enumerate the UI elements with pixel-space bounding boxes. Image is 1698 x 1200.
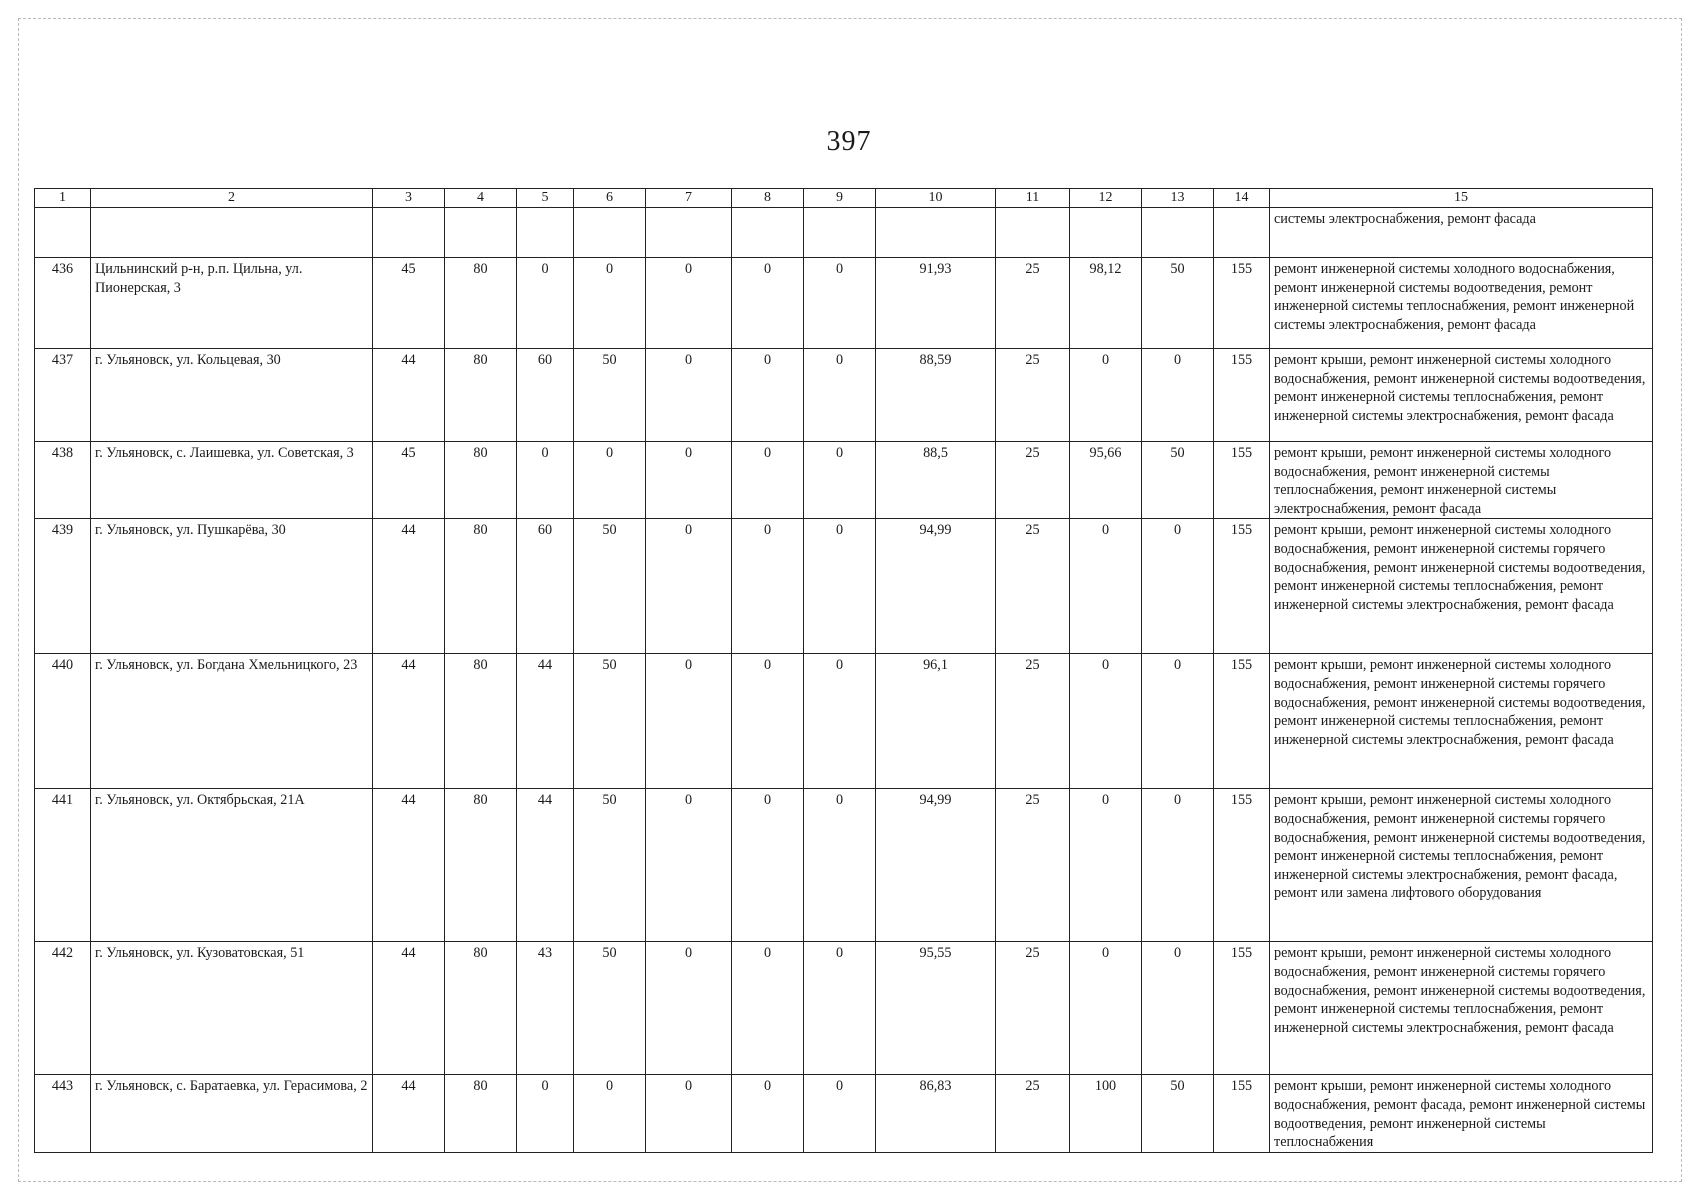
value-cell: 0 (1142, 654, 1214, 789)
value-cell: 0 (804, 442, 876, 519)
row-number: 440 (35, 654, 91, 789)
value-cell: 96,1 (876, 654, 996, 789)
value-cell: 0 (804, 1075, 876, 1152)
value-cell: 0 (1070, 519, 1142, 654)
value-cell: 0 (517, 1075, 574, 1152)
value-cell: 88,59 (876, 349, 996, 442)
page-number: 397 (826, 126, 872, 157)
works-cell: ремонт крыши, ремонт инженерной системы холодного водоснабжения, ремонт инженерной системы горячего водоснабжения, ремонт инженерной системы водоотведения, ремонт инженерной системы теплоснабжения, ремонт инженерной системы электроснабжения, ремонт фасада (1270, 942, 1653, 1075)
column-header: 15 (1270, 189, 1653, 208)
value-cell: 0 (732, 789, 804, 942)
value-cell: 0 (646, 442, 732, 519)
value-cell: 80 (445, 258, 517, 349)
value-cell: 43 (517, 942, 574, 1075)
value-cell: 50 (574, 349, 646, 442)
value-cell: 0 (732, 258, 804, 349)
value-cell: 80 (445, 654, 517, 789)
table-cell (646, 208, 732, 258)
value-cell: 80 (445, 519, 517, 654)
value-cell: 0 (517, 258, 574, 349)
value-cell: 25 (996, 1075, 1070, 1152)
value-cell: 0 (646, 654, 732, 789)
row-number: 439 (35, 519, 91, 654)
value-cell: 80 (445, 442, 517, 519)
table-row (35, 654, 1653, 789)
column-header: 11 (996, 189, 1070, 208)
column-header: 8 (732, 189, 804, 208)
value-cell: 0 (517, 442, 574, 519)
value-cell: 0 (1142, 349, 1214, 442)
value-cell: 155 (1214, 349, 1270, 442)
value-cell: 80 (445, 789, 517, 942)
value-cell: 0 (646, 349, 732, 442)
value-cell: 0 (732, 654, 804, 789)
value-cell: 98,12 (1070, 258, 1142, 349)
value-cell: 0 (804, 789, 876, 942)
column-header: 4 (445, 189, 517, 208)
value-cell: 0 (732, 349, 804, 442)
value-cell: 0 (1070, 789, 1142, 942)
table-row (35, 258, 1653, 349)
value-cell: 50 (574, 654, 646, 789)
value-cell: 155 (1214, 789, 1270, 942)
table-cell (1214, 208, 1270, 258)
value-cell: 0 (574, 258, 646, 349)
value-cell: 60 (517, 349, 574, 442)
address-cell: г. Ульяновск, ул. Октябрьская, 21А (91, 789, 373, 942)
continuation-row (35, 208, 1653, 258)
value-cell: 95,66 (1070, 442, 1142, 519)
row-number: 436 (35, 258, 91, 349)
table-cell (35, 208, 91, 258)
value-cell: 0 (732, 519, 804, 654)
works-cell: ремонт крыши, ремонт инженерной системы холодного водоснабжения, ремонт инженерной системы водоотведения, ремонт инженерной системы теплоснабжения, ремонт инженерной системы электроснабжения, ремонт фасада (1270, 349, 1653, 442)
value-cell: 0 (1070, 942, 1142, 1075)
value-cell: 0 (646, 258, 732, 349)
table-cell (876, 208, 996, 258)
table-row (35, 442, 1653, 519)
column-header: 7 (646, 189, 732, 208)
works-cell: ремонт крыши, ремонт инженерной системы холодного водоснабжения, ремонт фасада, ремонт инженерной системы водоотведения, ремонт инженерной системы теплоснабжения (1270, 1075, 1653, 1152)
value-cell: 91,93 (876, 258, 996, 349)
table-row (35, 789, 1653, 942)
value-cell: 50 (1142, 1075, 1214, 1152)
works-cell: ремонт инженерной системы холодного водоснабжения, ремонт инженерной системы водоотведения, ремонт инженерной системы теплоснабжения, ремонт инженерной системы электроснабжения, ремонт фасада (1270, 258, 1653, 349)
value-cell: 155 (1214, 442, 1270, 519)
value-cell: 88,5 (876, 442, 996, 519)
column-header: 1 (35, 189, 91, 208)
value-cell: 86,83 (876, 1075, 996, 1152)
value-cell: 50 (574, 789, 646, 942)
value-cell: 80 (445, 1075, 517, 1152)
value-cell: 44 (373, 1075, 445, 1152)
table-cell (732, 208, 804, 258)
value-cell: 0 (804, 349, 876, 442)
table-header (35, 189, 1653, 208)
value-cell: 0 (574, 442, 646, 519)
value-cell: 80 (445, 942, 517, 1075)
column-header: 2 (91, 189, 373, 208)
value-cell: 0 (646, 519, 732, 654)
value-cell: 50 (574, 519, 646, 654)
value-cell: 44 (373, 942, 445, 1075)
address-cell: г. Ульяновск, ул. Кузоватовская, 51 (91, 942, 373, 1075)
table-cell (517, 208, 574, 258)
row-number: 443 (35, 1075, 91, 1152)
value-cell: 25 (996, 789, 1070, 942)
value-cell: 95,55 (876, 942, 996, 1075)
value-cell: 0 (574, 1075, 646, 1152)
table-cell (996, 208, 1070, 258)
table-cell (91, 208, 373, 258)
value-cell: 44 (517, 789, 574, 942)
row-number: 441 (35, 789, 91, 942)
value-cell: 25 (996, 519, 1070, 654)
value-cell: 0 (1070, 654, 1142, 789)
address-cell: г. Ульяновск, с. Лаишевка, ул. Советская, 3 (91, 442, 373, 519)
works-cell: системы электроснабжения, ремонт фасада (1270, 208, 1653, 258)
value-cell: 155 (1214, 258, 1270, 349)
value-cell: 25 (996, 442, 1070, 519)
value-cell: 25 (996, 349, 1070, 442)
value-cell: 100 (1070, 1075, 1142, 1152)
value-cell: 0 (1142, 942, 1214, 1075)
works-cell: ремонт крыши, ремонт инженерной системы холодного водоснабжения, ремонт инженерной системы горячего водоснабжения, ремонт инженерной системы водоотведения, ремонт инженерной системы теплоснабжения, ремонт инженерной системы электроснабжения, ремонт фасада, ремонт или замена лифтового оборудования (1270, 789, 1653, 942)
column-header: 5 (517, 189, 574, 208)
value-cell: 0 (646, 789, 732, 942)
table-row (35, 349, 1653, 442)
value-cell: 44 (373, 654, 445, 789)
value-cell: 0 (804, 654, 876, 789)
value-cell: 50 (574, 942, 646, 1075)
column-header: 13 (1142, 189, 1214, 208)
table-cell (804, 208, 876, 258)
table-cell (574, 208, 646, 258)
table-row (35, 1075, 1653, 1152)
column-header: 3 (373, 189, 445, 208)
column-header: 12 (1070, 189, 1142, 208)
value-cell: 0 (646, 1075, 732, 1152)
value-cell: 0 (1142, 519, 1214, 654)
column-header: 6 (574, 189, 646, 208)
table-cell (445, 208, 517, 258)
value-cell: 155 (1214, 654, 1270, 789)
value-cell: 0 (732, 442, 804, 519)
value-cell: 44 (373, 789, 445, 942)
table-cell (373, 208, 445, 258)
value-cell: 50 (1142, 442, 1214, 519)
table-row (35, 519, 1653, 654)
value-cell: 25 (996, 942, 1070, 1075)
value-cell: 25 (996, 258, 1070, 349)
column-header: 14 (1214, 189, 1270, 208)
table-row (35, 942, 1653, 1075)
value-cell: 155 (1214, 942, 1270, 1075)
address-cell: г. Ульяновск, ул. Пушкарёва, 30 (91, 519, 373, 654)
value-cell: 155 (1214, 1075, 1270, 1152)
address-cell: г. Ульяновск, ул. Богдана Хмельницкого, 23 (91, 654, 373, 789)
value-cell: 60 (517, 519, 574, 654)
value-cell: 25 (996, 654, 1070, 789)
value-cell: 0 (732, 942, 804, 1075)
address-cell: г. Ульяновск, ул. Кольцевая, 30 (91, 349, 373, 442)
value-cell: 44 (373, 519, 445, 654)
address-cell: Цильнинский р-н, р.п. Цильна, ул. Пионерская, 3 (91, 258, 373, 349)
value-cell: 0 (804, 942, 876, 1075)
value-cell: 50 (1142, 258, 1214, 349)
value-cell: 0 (804, 258, 876, 349)
column-header: 10 (876, 189, 996, 208)
row-number: 442 (35, 942, 91, 1075)
column-number-row (35, 189, 1653, 208)
row-number: 437 (35, 349, 91, 442)
value-cell: 0 (804, 519, 876, 654)
value-cell: 94,99 (876, 789, 996, 942)
works-cell: ремонт крыши, ремонт инженерной системы холодного водоснабжения, ремонт инженерной системы теплоснабжения, ремонт инженерной системы электроснабжения, ремонт фасада (1270, 442, 1653, 519)
value-cell: 80 (445, 349, 517, 442)
column-header: 9 (804, 189, 876, 208)
value-cell: 45 (373, 442, 445, 519)
register-table (34, 188, 1653, 1153)
value-cell: 0 (646, 942, 732, 1075)
value-cell: 94,99 (876, 519, 996, 654)
value-cell: 0 (1070, 349, 1142, 442)
value-cell: 45 (373, 258, 445, 349)
value-cell: 155 (1214, 519, 1270, 654)
address-cell: г. Ульяновск, с. Баратаевка, ул. Герасимова, 2 (91, 1075, 373, 1152)
value-cell: 44 (517, 654, 574, 789)
works-cell: ремонт крыши, ремонт инженерной системы холодного водоснабжения, ремонт инженерной системы горячего водоснабжения, ремонт инженерной системы водоотведения, ремонт инженерной системы теплоснабжения, ремонт инженерной системы электроснабжения, ремонт фасада (1270, 654, 1653, 789)
value-cell: 0 (1142, 789, 1214, 942)
value-cell: 44 (373, 349, 445, 442)
table-cell (1070, 208, 1142, 258)
row-number: 438 (35, 442, 91, 519)
value-cell: 0 (732, 1075, 804, 1152)
table-cell (1142, 208, 1214, 258)
works-cell: ремонт крыши, ремонт инженерной системы холодного водоснабжения, ремонт инженерной системы горячего водоснабжения, ремонт инженерной системы водоотведения, ремонт инженерной системы теплоснабжения, ремонт инженерной системы электроснабжения, ремонт фасада (1270, 519, 1653, 654)
